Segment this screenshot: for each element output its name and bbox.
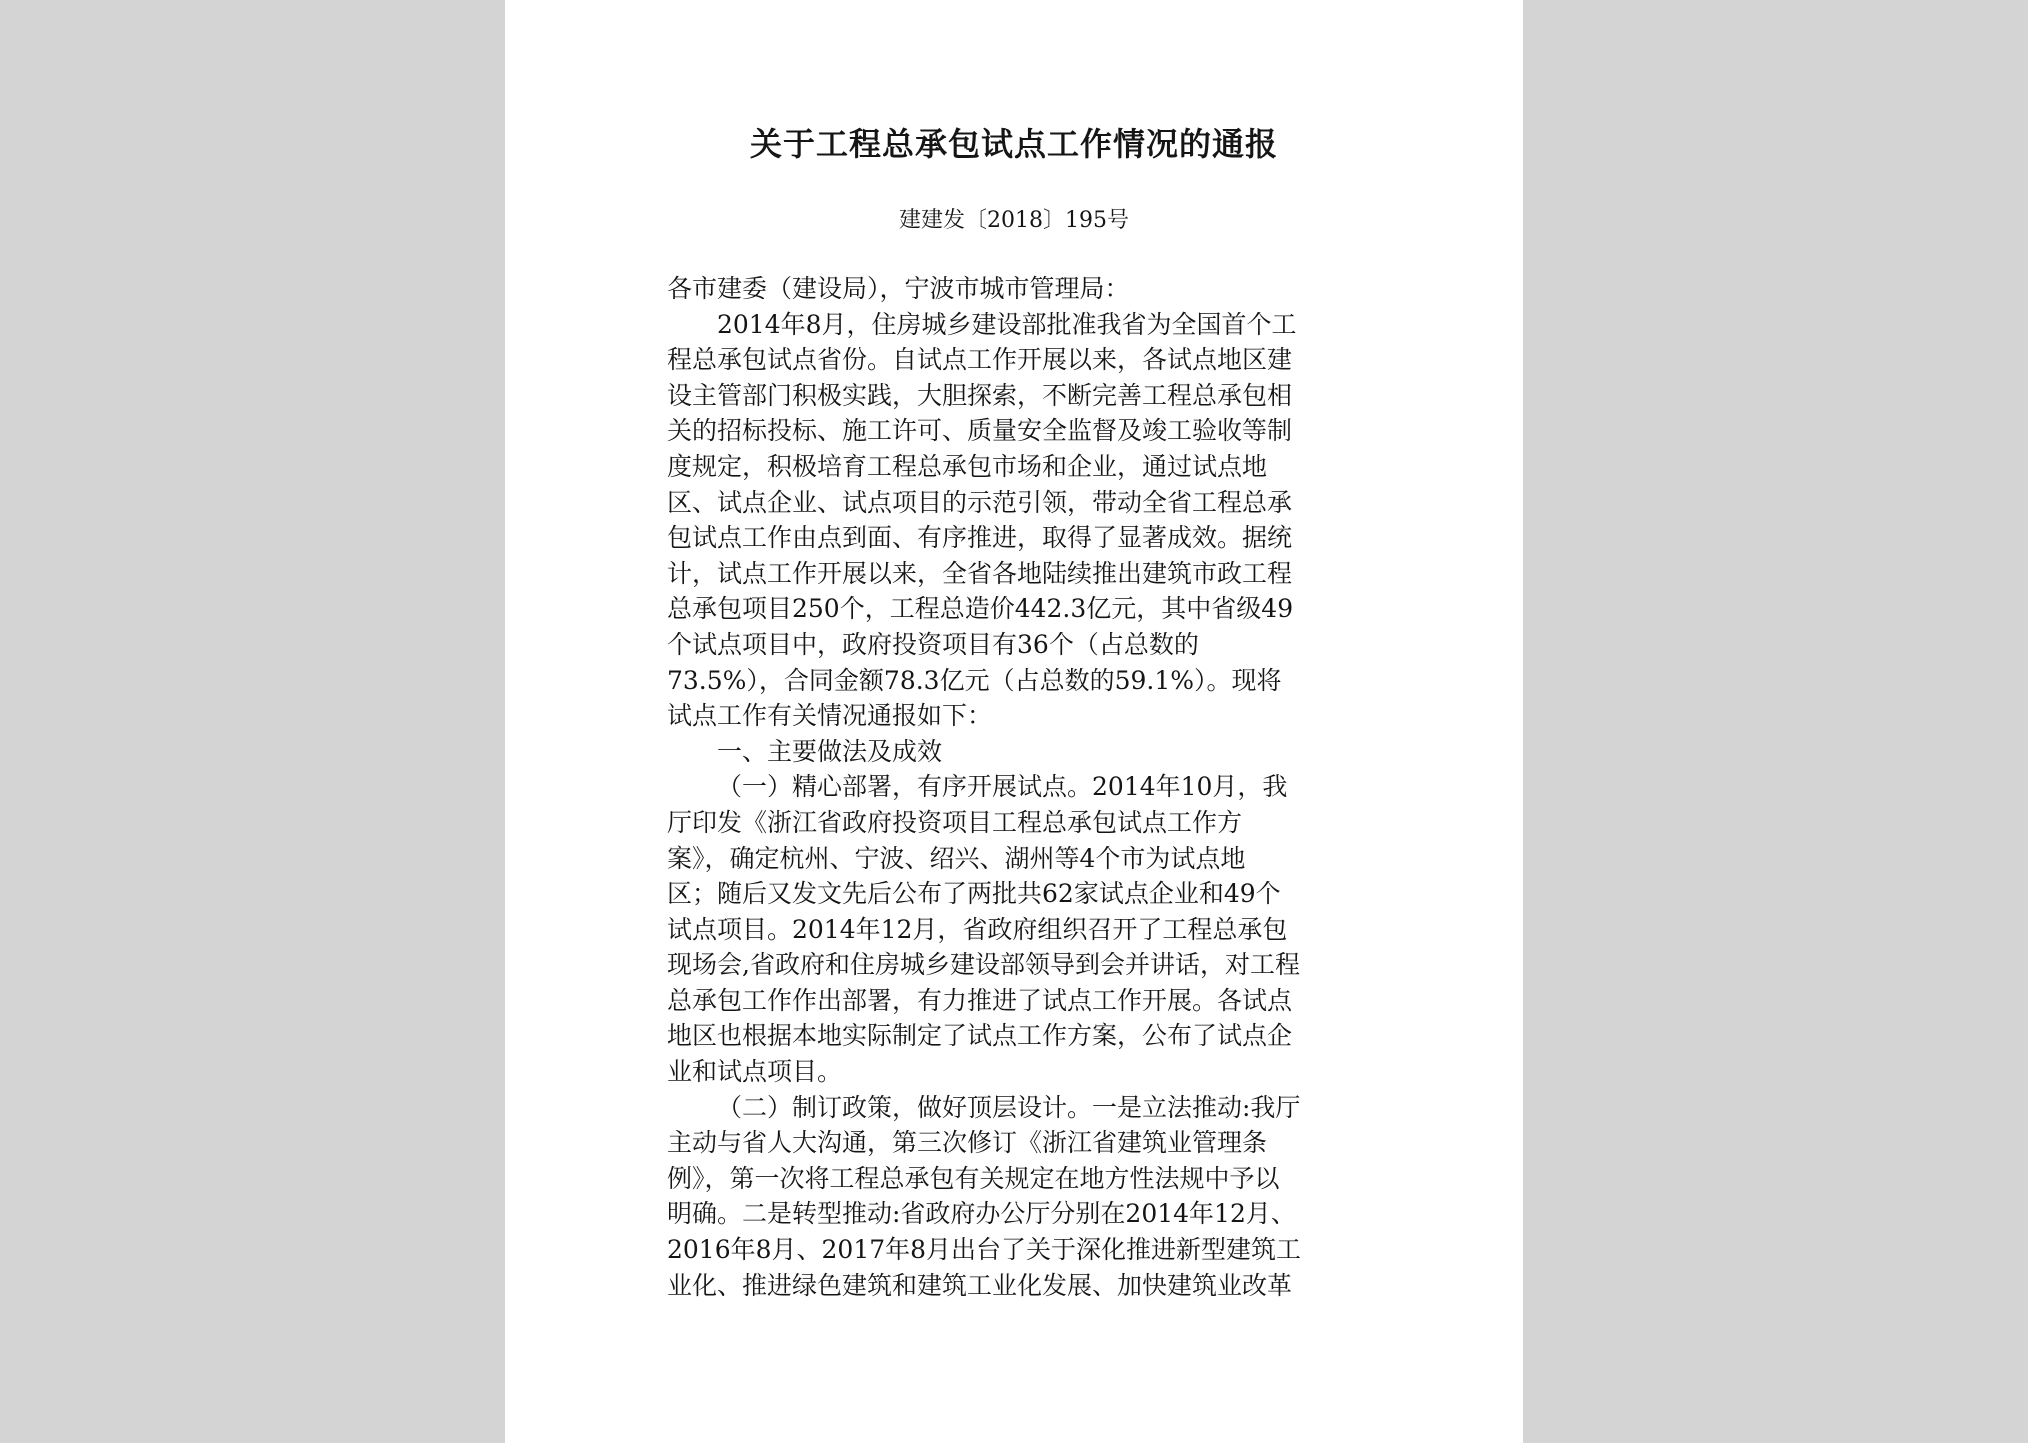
body-line: （一）精心部署，有序开展试点。2014年10月，我	[717, 772, 1288, 802]
document-title: 关于工程总承包试点工作情况的通报	[749, 125, 1278, 163]
body-line: 2016年8月、2017年8月出台了关于深化推进新型建筑工	[667, 1235, 1302, 1265]
body-line: 试点工作有关情况通报如下：	[667, 701, 993, 731]
body-line: 主动与省人大沟通，第三次修订《浙江省建筑业管理条	[667, 1128, 1268, 1158]
body-line: 一、主要做法及成效	[717, 736, 943, 766]
body-line: 区、试点企业、试点项目的示范引领，带动全省工程总承	[667, 487, 1293, 517]
body-line: 2014年8月，住房城乡建设部批准我省为全国首个工	[717, 309, 1297, 339]
body-line: 设主管部门积极实践，大胆探索，不断完善工程总承包相	[667, 380, 1293, 410]
body-line: 厅印发《浙江省政府投资项目工程总承包试点工作方	[667, 807, 1243, 837]
body-line: 现场会,省政府和住房城乡建设部领导到会并讲话，对工程	[667, 950, 1300, 980]
body-line: 试点项目。2014年12月，省政府组织召开了工程总承包	[667, 914, 1288, 944]
body-line: 计，试点工作开展以来，全省各地陆续推出建筑市政工程	[667, 558, 1293, 588]
body-line: 总承包工作作出部署，有力推进了试点工作开展。各试点	[667, 985, 1293, 1015]
document-number: 建建发〔2018〕195号	[899, 208, 1129, 233]
body-line: 程总承包试点省份。自试点工作开展以来，各试点地区建	[667, 345, 1293, 375]
body-line: 明确。二是转型推动:省政府办公厅分别在2014年12月、	[667, 1199, 1296, 1229]
body-line: 各市建委（建设局），宁波市城市管理局：	[667, 274, 1130, 303]
body-line: 总承包项目250个，工程总造价442.3亿元，其中省级49	[667, 594, 1294, 624]
body-line: 区；随后又发文先后公布了两批共62家试点企业和49个	[667, 879, 1281, 909]
body-line: 例》，第一次将工程总承包有关规定在地方性法规中予以	[667, 1163, 1280, 1193]
body-line: 案》，确定杭州、宁波、绍兴、湖州等4个市为试点地	[667, 843, 1246, 873]
document-body	[667, 271, 1373, 1303]
body-line: 关的招标投标、施工许可、质量安全监督及竣工验收等制	[667, 416, 1293, 446]
body-line: 73.5%），合同金额78.3亿元（占总数的59.1%）。现将	[667, 665, 1282, 695]
document-page	[505, 0, 1523, 1443]
body-line: 业和试点项目。	[667, 1057, 843, 1087]
body-line: 度规定，积极培育工程总承包市场和企业，通过试点地	[667, 451, 1268, 481]
body-line: （二）制订政策，做好顶层设计。一是立法推动:我厅	[717, 1092, 1301, 1122]
body-line: 地区也根据本地实际制定了试点工作方案，公布了试点企	[667, 1021, 1293, 1051]
body-line: 包试点工作由点到面、有序推进，取得了显著成效。据统	[667, 523, 1293, 553]
body-line: 个试点项目中，政府投资项目有36个（占总数的	[667, 629, 1199, 659]
body-line: 业化、推进绿色建筑和建筑工业化发展、加快建筑业改革	[667, 1270, 1293, 1300]
